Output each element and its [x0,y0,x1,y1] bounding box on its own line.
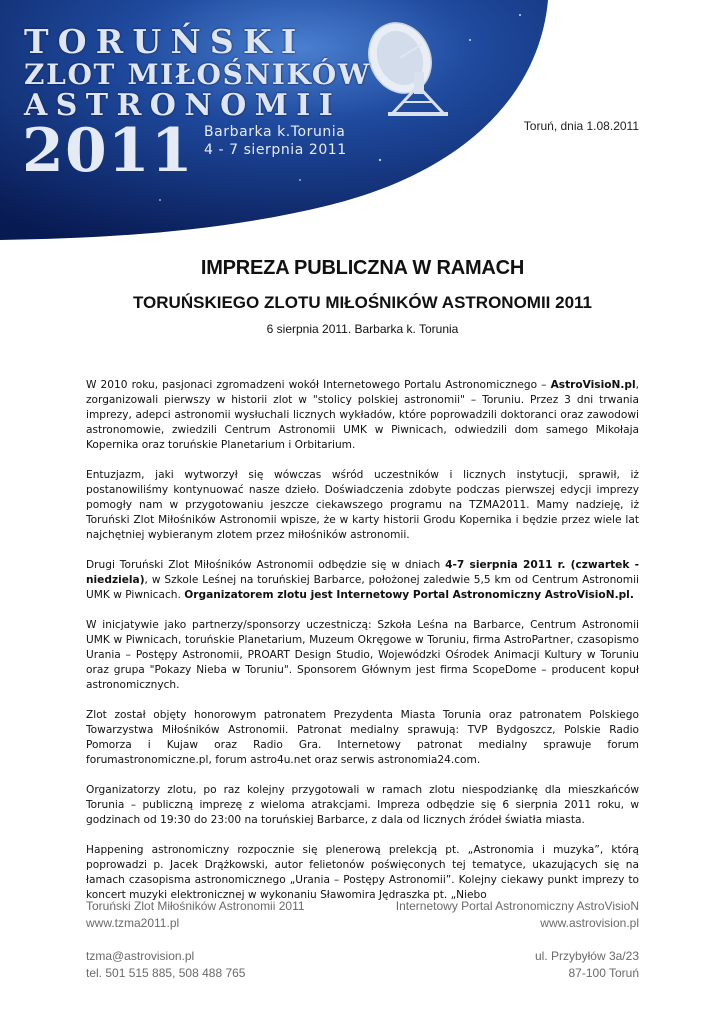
logo-title-line3: ASTRONOMII [24,88,342,123]
paragraph-3 [86,558,639,603]
astrovision-name: AstroVisioN.pl [550,379,636,391]
paragraph-4: W inicjatywie jako partnerzy/sponsorzy uczestniczą: Szkoła Leśna na Barbarce, Centrum Astronomii UMK w Piwnicach, toruńskie Planetarium, Muzeum Okręgowe w Toruniu, firma AstroPartner, czasopismo Urania – Postępy Astronomii, PROART Design Studio, Wojewódzki Ośrodek Animacji Kultury w Toruniu oraz grupa "Pokazy Nieba w Toruniu". Sponsorem Głównym jest firma ScopeDome – producent kopuł astronomicznych. [86,619,639,691]
document-title-line2: TORUŃSKIEGO ZLOTU MIŁOŚNIKÓW ASTRONOMII 2011 [132,293,593,312]
document-date: Toruń, dnia 1.08.2011 [523,119,639,133]
event-dates: 4-7 sierpnia 2011 r. (czwartek - niedziela) [86,559,639,586]
paragraph-6: Organizatorzy zlotu, po raz kolejny przygotowali w ramach zlotu niespodziankę dla mieszkańców Torunia – publiczną imprezę z wieloma atrakcjami. Impreza odbędzie się 6 sierpnia 2011 roku, w godzinach od 19:30 do 23:00 na toruńskiej Barbarce, z dala od licznych źródeł światła miasta. [86,784,639,826]
paragraph-1-text-a: W 2010 roku, pasjonaci zgromadzeni wokół Internetowego Portalu Astronomicznego – [86,379,547,391]
paragraph-1 [86,378,639,453]
paragraph-7: Happening astronomiczny rozpocznie się plenerową prelekcją pt. „Astronomia i muzyka”, którą poprowadzi p. Jacek Drążkowski, autor felietonów poświęconych tej tematyce, ukazujących się na łamach czasopisma astronomicznego „Urania – Postępy Astronomii”. Kolejny ciekawy punkt imprezy to koncert muzyki elektronicznej w wykonaniu Sławomira Jędraszka pt. „Niebo [86,844,639,901]
footer-left-org: Toruński Zlot Miłośników Astronomii 2011 [86,899,305,913]
logo-title-line2: ZLOT MIŁOŚNIKÓW [24,58,371,91]
logo-place: Barbarka k.Torunia [204,124,346,140]
document-title: IMPREZA PUBLICZNA W RAMACH [200,257,525,279]
footer-left [86,898,305,932]
footer-right [396,898,639,932]
footer-right-web[interactable]: www.astrovision.pl [540,916,639,930]
footer-right-org: Internetowy Portal Astronomiczny AstroVisioN [395,899,639,913]
footer-address [535,948,639,982]
paragraph-1-text-b: , zorganizowali pierwszy w historii zlot w "stolicy polskiej astronomii" – Toruniu. Przez 3 dni trwania imprezy, adepci astronomii wysłuchali licznych wykładów, które poprowadzili doktoranci oraz zawodowi astronomowie, zwiedzili Centrum Astronomii UMK w Piwnicach, odwiedzili dom samego Mikołaja Kopernika oraz toruńskie Planetarium i Orbitarium. [86,379,639,451]
footer-contact [86,948,639,988]
footer-contact-left [86,948,245,982]
footer-street: ul. Przybyłów 3a/23 [534,949,639,963]
footer-city: 87-100 Toruń [568,966,639,980]
footer-left-web[interactable]: www.tzma2011.pl [86,916,180,930]
radio-telescope-icon [362,14,462,118]
paragraph-2: Entuzjazm, jaki wytworzył się wówczas wśród uczestników i licznych instytucji, sprawił, iż postanowiliśmy kontynuować nasze dzieło. Doświadczenia zdobyte podczas pierwszej edycji imprezy pomogły nam w przygotowaniu jeszcze ciekawszego programu na TZMA2011. Mamy nadzieję, iż Toruński Zlot Miłośników Astronomii wpisze, że w karty historii Grodu Kopernika i będzie przez wiele lat najchętniej wybieranym zlotem przez miłośników astronomii. [86,469,639,541]
logo-title-line1: TORUŃSKI [24,22,306,61]
organizer-statement: Organizatorem zlotu jest Internetowy Portal Astronomiczny AstroVisioN.pl. [184,589,634,601]
paragraph-3-text-a: Drugi Toruński Zlot Miłośników Astronomii odbędzie się w dniach [86,559,446,571]
paragraph-5: Zlot został objęty honorowym patronatem Prezydenta Miasta Torunia oraz patronatem Polskiego Towarzystwa Miłośników Astronomii. Patronat medialny sprawują: TVP Bydgoszcz, Polskie Radio Pomorza i Kujaw oraz Radio Gra. Internetowy patronat medialny sprawuje forum forumastronomiczne.pl, forum astro4u.net oraz serwis astronomia24.com. [86,709,639,766]
document-body [86,378,639,901]
paragraph-3-text-b: , w Szkole Leśnej na toruńskiej Barbarce, położonej zaledwie 5,5 km od Centrum Astronomii UMK w Piwnicach. [86,574,639,601]
logo-year: 2011 [22,116,194,186]
footer-phone: tel. 501 515 885, 508 488 765 [86,966,246,980]
logo-dates: 4 - 7 sierpnia 2011 [204,142,347,158]
document-subtitle: 6 sierpnia 2011. Barbarka k. Torunia [266,322,459,336]
footer-organizations [86,898,639,938]
footer-email[interactable]: tzma@astrovision.pl [86,949,195,963]
